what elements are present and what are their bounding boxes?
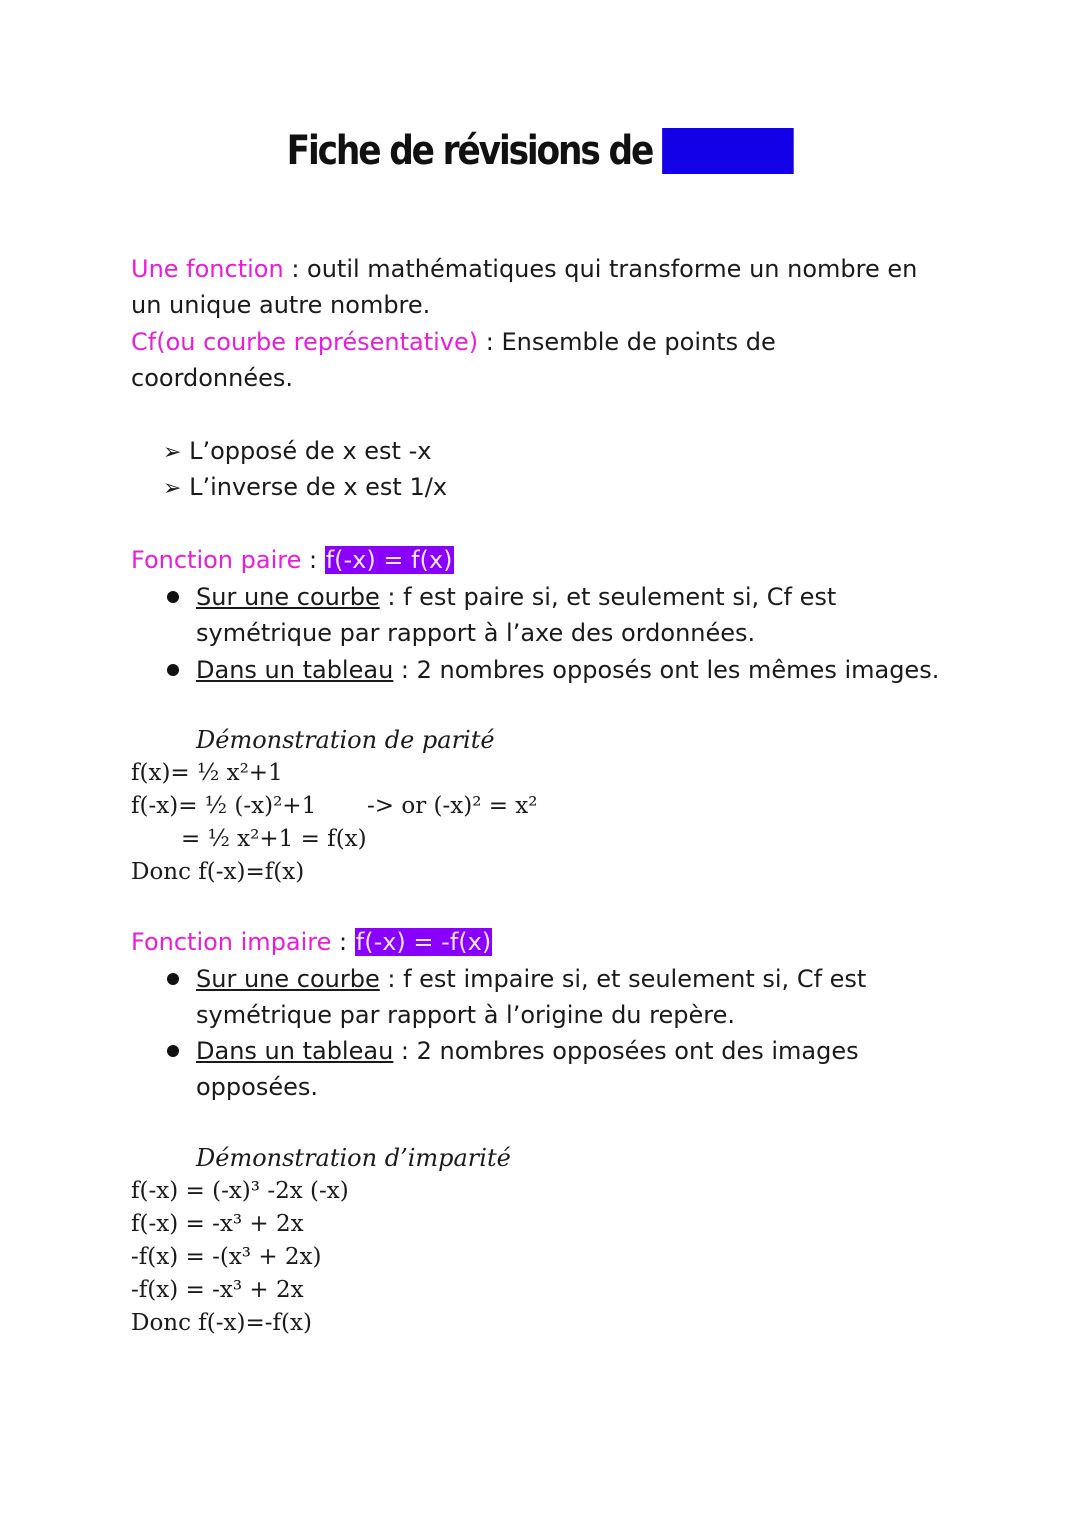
page-title [76,128,1005,174]
demo-imparite-conclusion: Donc f(-x)=-f(x) [131,1310,312,1336]
term-cf: Cf(ou courbe représentative) [131,328,479,356]
formula-paire: f(-x) = f(x) [325,546,453,574]
demo-imparite-line: f(-x) = -x³ + 2x [131,1211,304,1237]
title-highlight: MATHS [662,128,793,174]
demo-parite-note: -> or (-x)² = x² [367,793,538,819]
arrow-item-inverse: ➢ L’inverse de x est 1/x [163,473,448,501]
definition-fonction: Une fonction : outil mathématiques qui transforme un nombre en [131,255,918,283]
paire-bullet-courbe: Sur une courbe : f est paire si, et seulement si, Cf est [196,583,837,611]
bullet-icon [167,591,179,603]
definition-cf-text: Ensemble de points de [501,328,776,356]
term-fonction-impaire: Fonction impaire [131,928,332,956]
formula-impaire: f(-x) = -f(x) [355,928,492,956]
term-fonction-paire: Fonction paire [131,546,302,574]
demo-parite-title: Démonstration de parité [196,726,495,754]
demo-parite-conclusion: Donc f(-x)=f(x) [131,859,305,885]
impaire-bullet-tableau: Dans un tableau : 2 nombres opposées ont des images [196,1037,859,1065]
paire-bullet-tableau: Dans un tableau : 2 nombres opposés ont les mêmes images. [196,656,940,684]
demo-parite-line: f(-x)= ½ (-x)²+1 [131,793,317,819]
definition-cf-cont: coordonnées. [131,364,294,392]
impaire-bullet-tableau-cont: opposées. [196,1073,319,1101]
definition-fonction-cont: un unique autre nombre. [131,291,431,319]
demo-parite-line: = ½ x²+1 = f(x) [181,826,367,852]
definition-fonction-text: outil mathématiques qui transforme un nombre en [307,255,918,283]
demo-imparite-line: -f(x) = -(x³ + 2x) [131,1244,322,1270]
heading-fonction-impaire: Fonction impaire : f(-x) = -f(x) [131,928,492,956]
demo-parite-line: f(x)= ½ x²+1 [131,760,283,786]
bullet-icon [167,664,179,676]
title-text: Fiche de révisions de [286,128,663,174]
paire-bullet-courbe-cont: symétrique par rapport à l’axe des ordonnées. [196,619,756,647]
arrow-bullet-icon: ➢ [163,440,182,465]
term-fonction: Une fonction [131,255,284,283]
heading-fonction-paire: Fonction paire : f(-x) = f(x) [131,546,453,574]
demo-imparite-line: f(-x) = (-x)³ -2x (-x) [131,1178,349,1204]
definition-cf: Cf(ou courbe représentative) : Ensemble de points de [131,328,776,356]
arrow-item-opposite: ➢ L’opposé de x est -x [163,437,432,465]
arrow-bullet-icon: ➢ [163,476,182,501]
demo-imparite-line: -f(x) = -x³ + 2x [131,1277,304,1303]
demo-imparite-title: Démonstration d’imparité [196,1144,511,1172]
impaire-bullet-courbe: Sur une courbe : f est impaire si, et seulement si, Cf est [196,965,867,993]
bullet-icon [167,973,179,985]
impaire-bullet-courbe-cont: symétrique par rapport à l’origine du repère. [196,1001,735,1029]
bullet-icon [167,1045,179,1057]
